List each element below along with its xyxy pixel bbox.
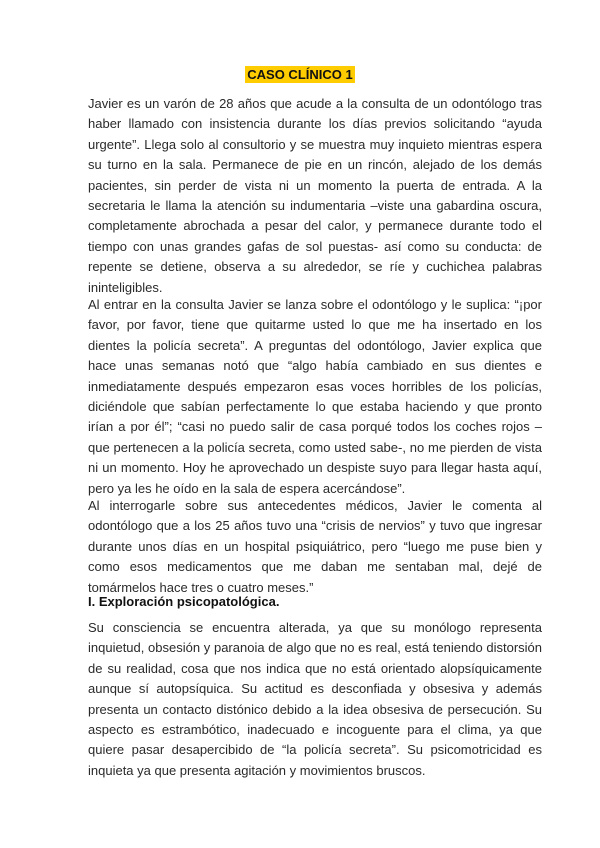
case-paragraph-3: Al interrogarle sobre sus antecedentes médicos, Javier le comenta al odontólogo que a los 25 años tuvo una “crisis de nervios” y tuvo que ingresar durante unos días en un hospital psiquiátrico, pero “luego me puse bien y como esos medicamentos que me daban me sentaban mal, dejé de tomármelos hace tres o cuatro meses.” bbox=[88, 498, 542, 595]
section-heading: I. Exploración psicopatológica. bbox=[88, 594, 280, 609]
document-title: CASO CLÍNICO 1 bbox=[247, 67, 353, 82]
case-paragraph-2: Al entrar en la consulta Javier se lanza sobre el odontólogo y le suplica: “¡por favor, por favor, tiene que quitarme usted lo que me ha insertado en los dientes la policía secreta”. A preguntas del odontólogo, Javier explica que hace unas semanas notó que “algo había cambiado en sus dientes e inmediatamente después empezaron esas voces horribles de los policías, diciéndole que sabían perfectamente lo que estaba haciendo y que pronto irían a por él”; “casi no puedo salir de casa porqué todos los coches rojos –que pertenecen a la policía secreta, como usted sabe-, no me pierden de vista ni un momento. Hoy he aprovechado un despiste suyo para llegar hasta aquí, pero ya les he oído en la sala de espera acercándose”. bbox=[88, 297, 542, 496]
title-container bbox=[0, 66, 600, 83]
section-paragraph: Su consciencia se encuentra alterada, ya que su monólogo representa inquietud, obsesión y paranoia de algo que no es real, está teniendo distorsión de su realidad, cosa que nos indica que no está orientado alopsíquicamente aunque sí autopsíquica. Su actitud es desconfiada y obsesiva y además presenta un contacto distónico debido a la idea obsesiva de persecución. Su aspecto es estrambótico, inadecuado e incoguente para el clima, ya que quiere pasar desapercibido de “la policía secreta”. Su psicomotricidad es inquieta ya que presenta agitación y movimientos bruscos. bbox=[88, 620, 542, 778]
case-paragraph-1: Javier es un varón de 28 años que acude a la consulta de un odontólogo tras haber llamado con insistencia durante los días previos solicitando “ayuda urgente”. Llega solo al consultorio y se muestra muy inquieto mientras espera su turno en la sala. Permanece de pie en un rincón, alejado de los demás pacientes, sin perder de vista ni un momento la puerta de entrada. A la secretaria le llama la atención su indumentaria –viste una gabardina oscura, completamente abrochada a pesar del calor, y permanece durante todo el tiempo con unas grandes gafas de sol puestas- así como su conducta: de repente se detiene, observa a su alrededor, se ríe y cuchichea palabras ininteligibles. bbox=[88, 96, 542, 295]
